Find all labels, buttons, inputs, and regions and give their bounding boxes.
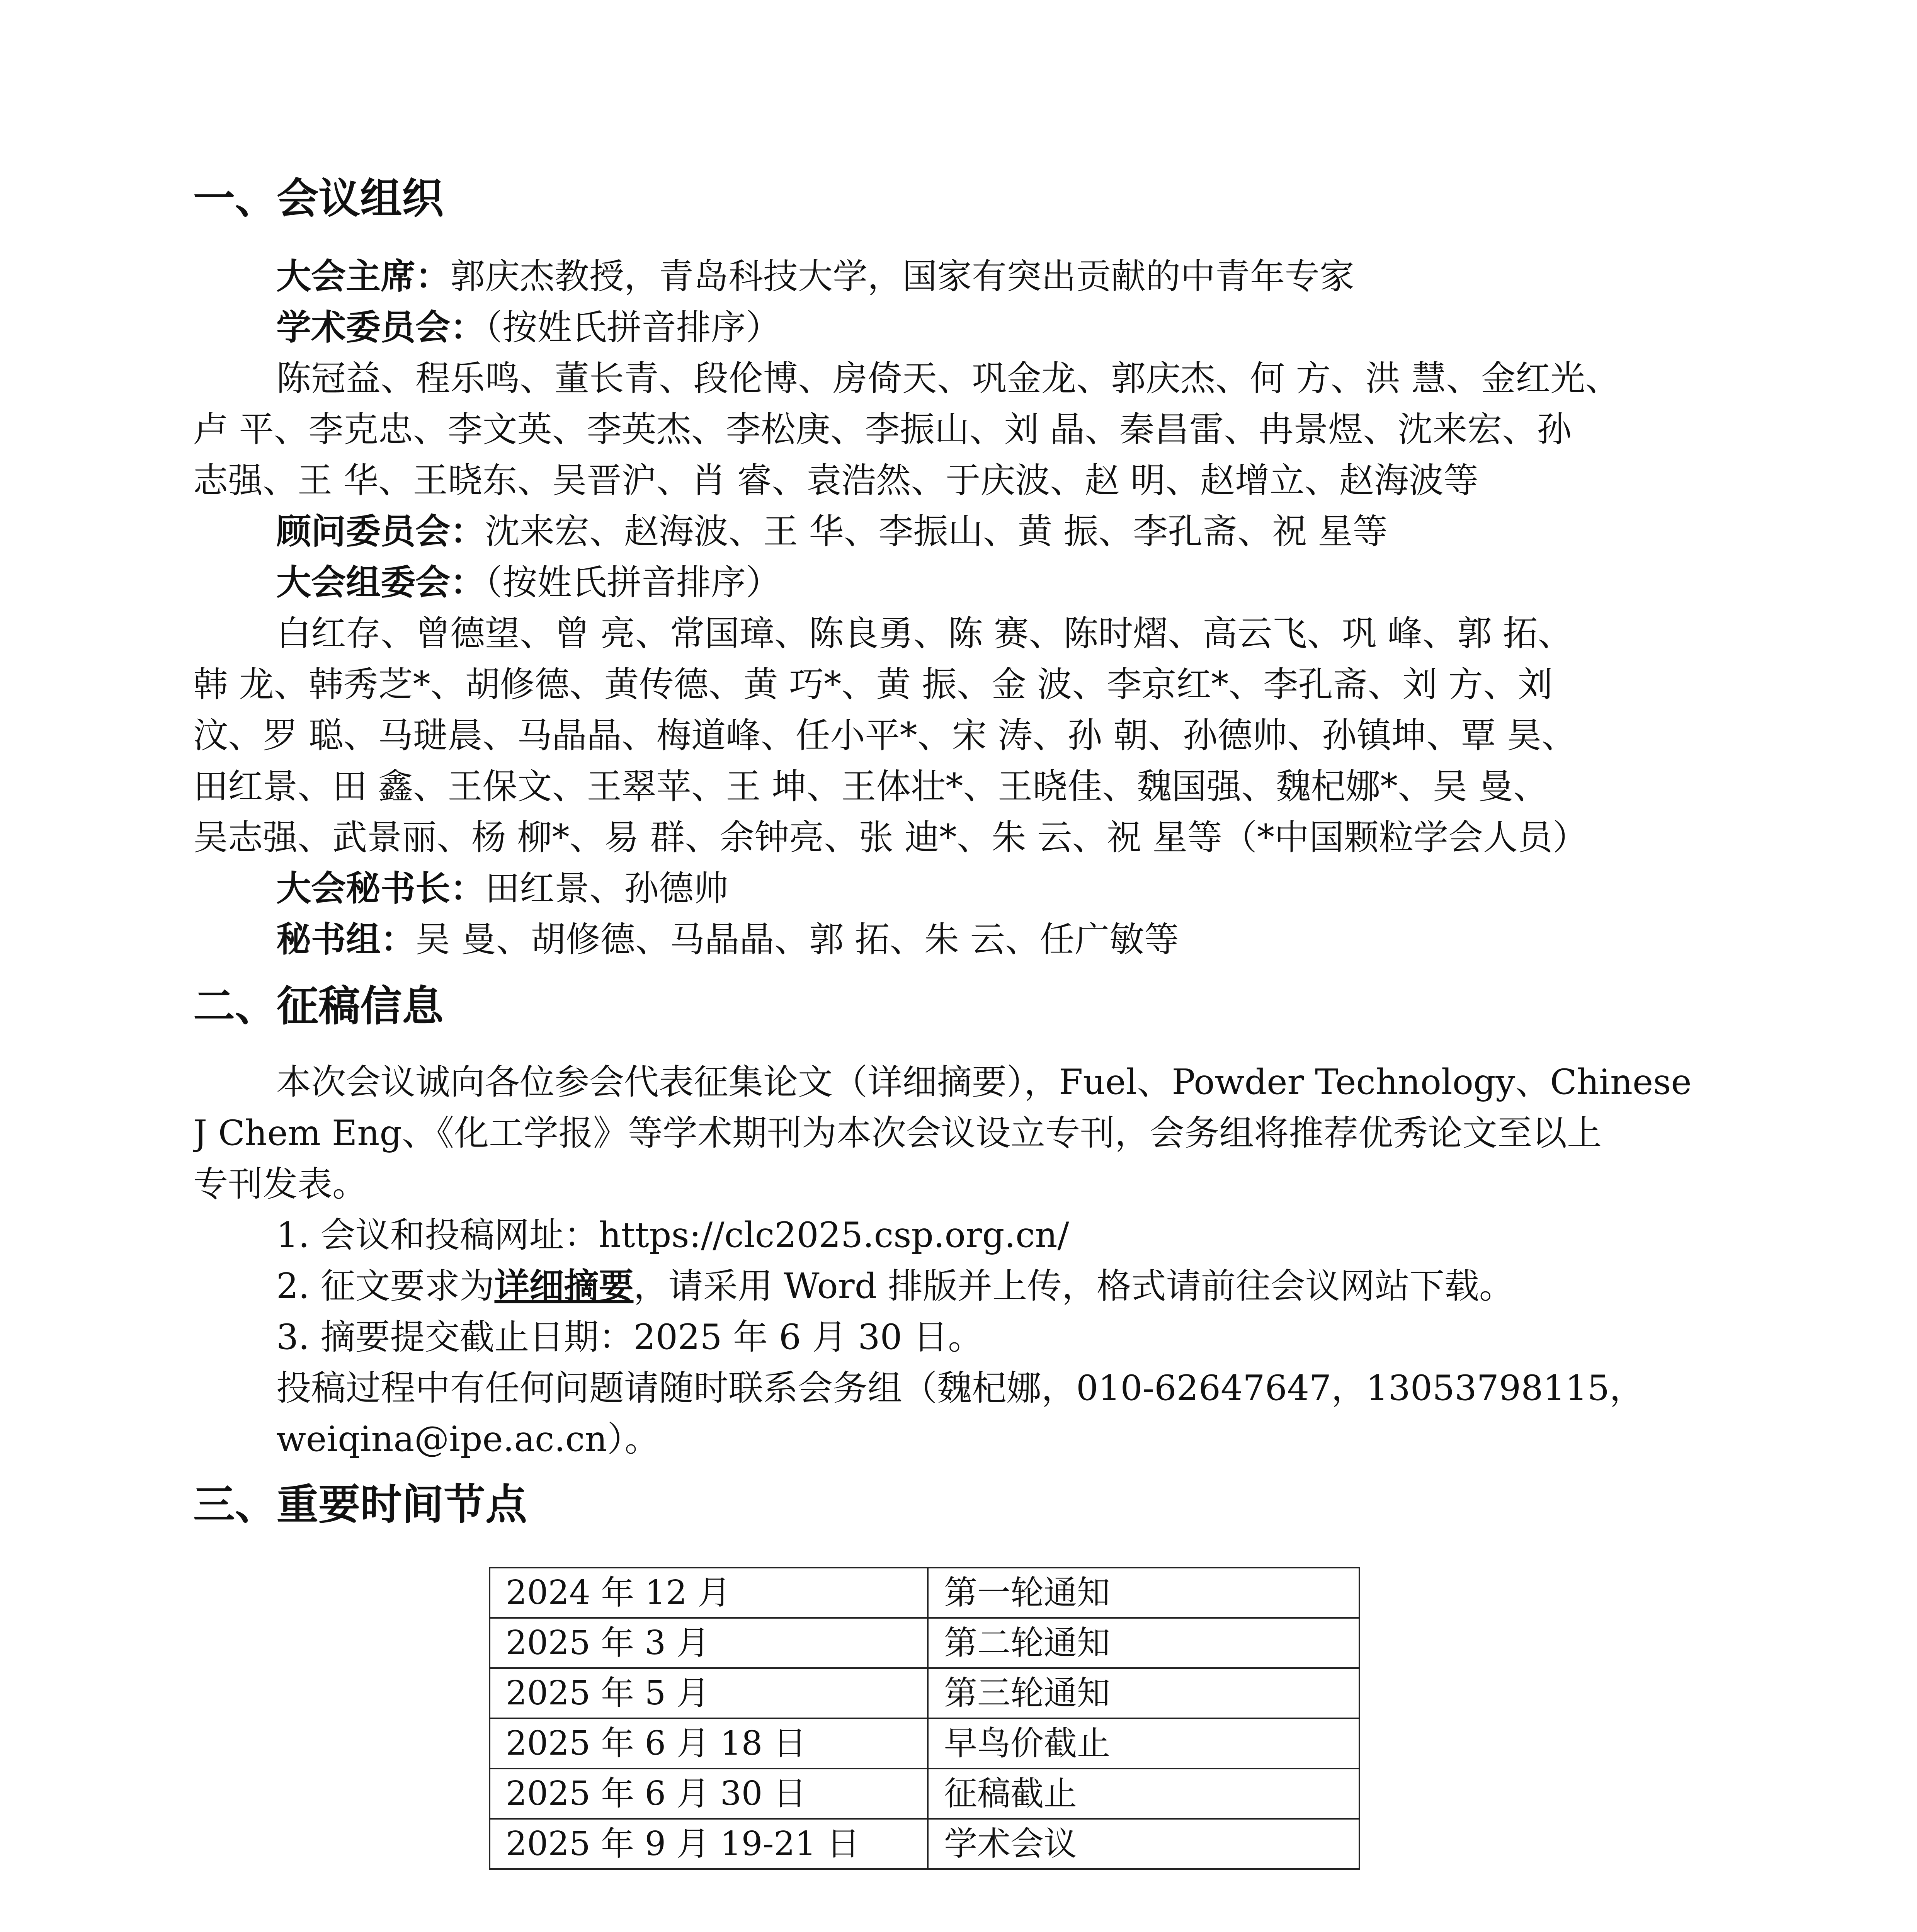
organizing-member-line: 汶、罗 聪、马琎晨、马晶晶、梅道峰、任小平*、宋 涛、孙 朝、孙德帅、孙镇坤、覃 昊、 (193, 715, 1577, 756)
section3-heading: 三、重要时间节点 (193, 1481, 527, 1529)
timeline-date: 2025 年 6 月 18 日 (490, 1718, 928, 1769)
organizing-member-line: 白红存、曾德望、曾 亮、常国璋、陈良勇、陈 赛、陈时熠、高云飞、巩 峰、郭 拓、 (276, 613, 1573, 654)
requirements-emphasis: 详细摘要 (494, 1266, 634, 1306)
timeline-date: 2024 年 12 月 (490, 1568, 928, 1618)
table-row (490, 1769, 1359, 1819)
advisory-committee-label: 顾问委员会： (276, 511, 485, 552)
timeline-event: 早鸟价截止 (928, 1718, 1359, 1769)
timeline-event: 征稿截止 (928, 1769, 1359, 1819)
secretariat-label: 秘书组： (276, 919, 415, 960)
table-row (490, 1668, 1359, 1718)
timeline-date: 2025 年 3 月 (490, 1618, 928, 1668)
academic-member-line: 卢 平、李克忠、李文英、李英杰、李松庚、李振山、刘 晶、秦昌雷、冉景煜、沈来宏、孙 (193, 409, 1572, 450)
section2-body (193, 1057, 1735, 1465)
timeline-date: 2025 年 6 月 30 日 (490, 1769, 928, 1819)
website-item: 1. 会议和投稿网址：https://clc2025.csp.org.cn/ (276, 1215, 1069, 1255)
timeline-event: 第三轮通知 (928, 1668, 1359, 1718)
timeline-date: 2025 年 5 月 (490, 1668, 928, 1718)
advisory-committee-text: 沈来宏、赵海波、王 华、李振山、黄 振、李孔斋、祝 星等 (485, 511, 1388, 552)
table-row (490, 1819, 1359, 1869)
contact-line: weiqina@ipe.ac.cn）。 (276, 1419, 660, 1459)
call-paragraph-line: J Chem Eng、《化工学报》等学术期刊为本次会议设立专刊，会务组将推荐优秀论文至以上 (193, 1113, 1602, 1153)
organizing-member-line: 吴志强、武景丽、杨 柳*、易 群、余钟亮、张 迪*、朱 云、祝 星等（*中国颗粒学会人员） (193, 817, 1588, 858)
secretariat-line (193, 914, 1735, 965)
timeline-event: 学术会议 (928, 1819, 1359, 1869)
secretary-general-text: 田红景、孙德帅 (485, 868, 728, 909)
organizing-member-line: 田红景、田 鑫、王保文、王翠苹、王 坤、王体壮*、王晓佳、魏国强、魏杞娜*、吴 曼、 (193, 766, 1548, 807)
requirements-item (193, 1261, 1735, 1312)
section1-body (193, 251, 1735, 965)
academic-member-line: 志强、王 华、王晓东、吴晋沪、肖 睿、袁浩然、于庆波、赵 明、赵增立、赵海波等 (193, 460, 1478, 501)
secretary-general-label: 大会秘书长： (276, 868, 485, 909)
call-paragraph-line: 本次会议诚向各位参会代表征集论文（详细摘要），Fuel、Powder Technology、Chinese (276, 1062, 1692, 1102)
secretary-general-line (193, 863, 1735, 914)
organizing-committee-note: （按姓氏拼音排序） (485, 562, 781, 603)
table-row (490, 1618, 1359, 1668)
requirements-suffix: ，请采用 Word 排版并上传，格式请前往会议网站下载。 (633, 1266, 1514, 1306)
academic-committee-label: 学术委员会： (276, 307, 485, 348)
table-row (490, 1718, 1359, 1769)
requirements-prefix: 2. 征文要求为 (276, 1266, 495, 1306)
academic-member-line: 陈冠益、程乐鸣、董长青、段伦博、房倚天、巩金龙、郭庆杰、何 方、洪 慧、金红光、 (276, 358, 1620, 399)
section2-heading: 二、征稿信息 (193, 982, 444, 1031)
secretariat-text: 吴 曼、胡修德、马晶晶、郭 拓、朱 云、任广敏等 (415, 919, 1179, 960)
chair-label: 大会主席： (276, 256, 450, 297)
advisory-committee-line (193, 506, 1735, 557)
chair-text: 郭庆杰教授，青岛科技大学，国家有突出贡献的中青年专家 (450, 256, 1354, 297)
academic-committee-line (193, 302, 1735, 353)
organizing-committee-line (193, 557, 1735, 608)
deadline-item: 3. 摘要提交截止日期：2025 年 6 月 30 日。 (276, 1317, 983, 1357)
timeline-date: 2025 年 9 月 19-21 日 (490, 1819, 928, 1869)
academic-committee-note: （按姓氏拼音排序） (485, 307, 781, 348)
timeline-table (489, 1567, 1360, 1870)
organizing-committee-label: 大会组委会： (276, 562, 485, 603)
organizing-member-line: 韩 龙、韩秀芝*、胡修德、黄传德、黄 巧*、黄 振、金 波、李京红*、李孔斋、刘 方、刘 (193, 664, 1553, 705)
timeline-event: 第二轮通知 (928, 1618, 1359, 1668)
call-paragraph-line: 专刊发表。 (193, 1164, 367, 1204)
table-row (490, 1568, 1359, 1618)
contact-line: 投稿过程中有任何问题请随时联系会务组（魏杞娜，010-62647647，13053798115， (276, 1368, 1645, 1408)
section1-heading: 一、会议组织 (193, 175, 444, 223)
chair-line (193, 251, 1735, 302)
timeline-event: 第一轮通知 (928, 1568, 1359, 1618)
